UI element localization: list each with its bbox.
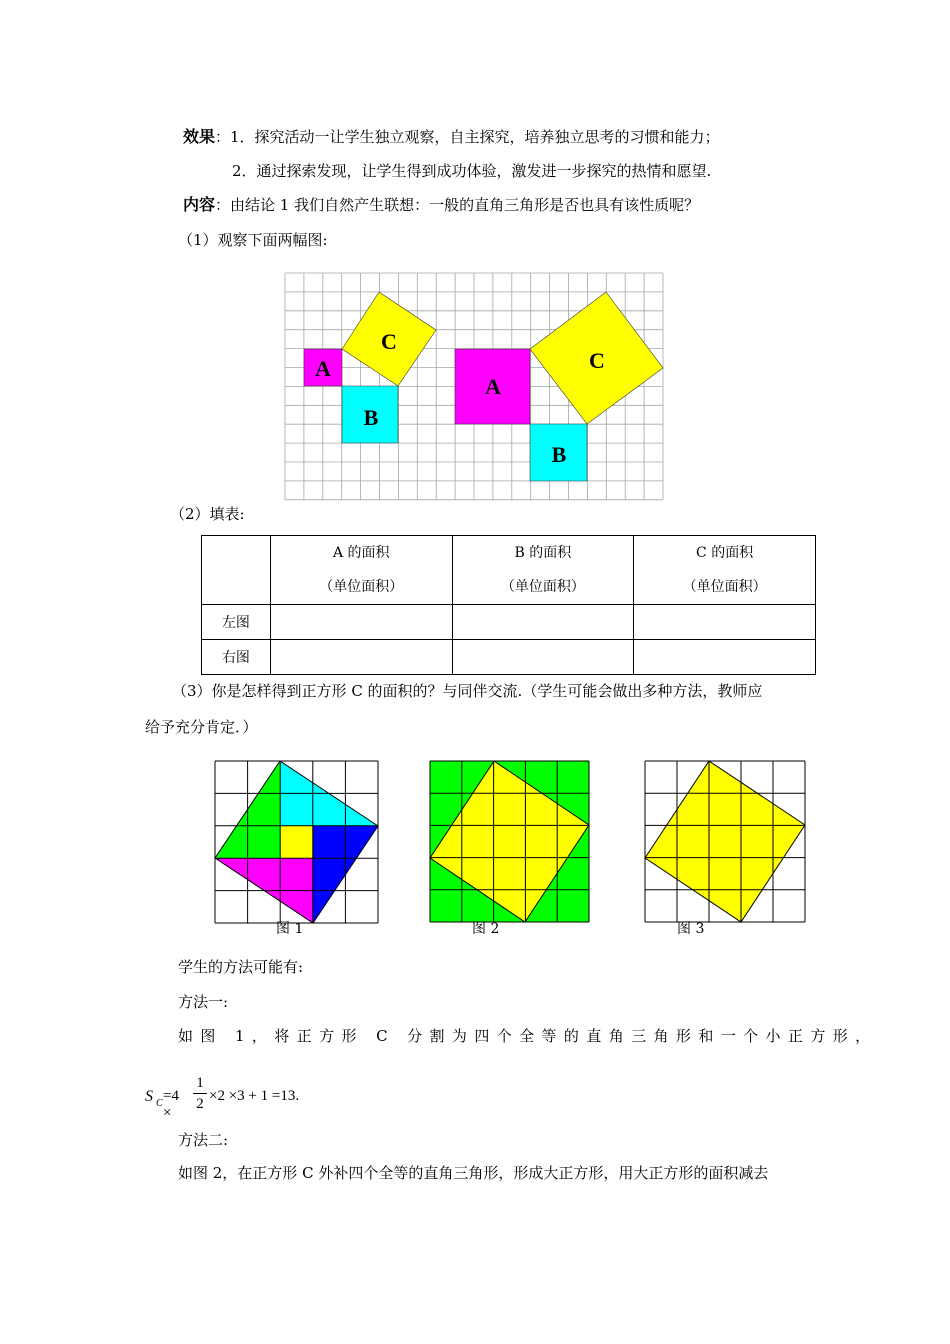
step3-line-1: （3）你是怎样得到正方形 C 的面积的？与同伴交流.（学生可能会做出多种方法，教师应 [172, 682, 763, 700]
method1-text: 如图 1，将正方形 C 分割为四个全等的直角三角形和一个小正方形， [178, 1027, 878, 1045]
right-label-c: C [589, 348, 605, 373]
step1-text: （1）观察下面两幅图: [178, 231, 328, 249]
methods-intro: 学生的方法可能有: [178, 958, 304, 976]
header-c-area: C 的面积 （单位面积） [634, 536, 816, 605]
left-label-c: C [381, 329, 397, 354]
figure-2-caption: 图 2 [472, 921, 500, 937]
fig3-square-c [645, 761, 805, 922]
right-label-a: A [485, 374, 501, 399]
grid-figure [285, 273, 663, 501]
figure-3-caption: 图 3 [677, 921, 705, 937]
input-cell-right-c[interactable] [634, 640, 816, 675]
effect-text-1: ：1．探究活动一让学生独立观察，自主探究，培养独立思考的习惯和能力； [215, 128, 720, 146]
input-cell-left-b[interactable] [452, 605, 634, 640]
input-cell-right-a[interactable] [270, 640, 452, 675]
figure-2 [430, 761, 590, 923]
figure-1 [215, 761, 379, 923]
input-cell-right-b[interactable] [452, 640, 634, 675]
content-line [183, 195, 699, 215]
table-header-row [202, 536, 816, 605]
formula-numerator: 1 [196, 1075, 204, 1091]
step2-text: （2）填表: [170, 505, 245, 523]
fig1-center-square [280, 826, 313, 858]
figure-1-caption: 图 1 [276, 921, 304, 937]
formula-fraction-bar [193, 1093, 207, 1094]
formula-denominator: 2 [196, 1096, 204, 1112]
table-corner-cell [202, 536, 271, 605]
formula-fraction [193, 1074, 207, 1113]
header-a-area: A 的面积 （单位面积） [270, 536, 452, 605]
content-label: 内容 [183, 195, 216, 214]
header-b-area: B 的面积 （单位面积） [452, 536, 634, 605]
effect-label: 效果 [183, 127, 216, 146]
input-cell-left-a[interactable] [270, 605, 452, 640]
formula-s: S [145, 1088, 153, 1105]
step3-line-2: 给予充分肯定．） [145, 718, 258, 736]
right-label-b: B [551, 442, 567, 467]
input-cell-left-c[interactable] [634, 605, 816, 640]
row-label-left: 左图 [202, 605, 271, 640]
left-label-b: B [363, 405, 379, 430]
left-label-a: A [315, 356, 331, 381]
effect-line-2: 2．通过探索发现，让学生得到成功体验，激发进一步探究的热情和愿望. [232, 162, 712, 180]
content-text: ：由结论 1 我们自然产生联想：一般的直角三角形是否也具有该性质呢？ [215, 196, 700, 214]
formula-suffix: ×2 ×3 + 1 =13. [209, 1088, 300, 1104]
method2-text: 如图 2，在正方形 C 外补四个全等的直角三角形，形成大正方形，用大正方形的面积减去 [178, 1164, 769, 1182]
table-row [202, 640, 816, 675]
effect-line-1 [183, 127, 720, 147]
row-label-right: 右图 [202, 640, 271, 675]
formula-subscript: C [156, 1098, 163, 1109]
method1-title: 方法一: [178, 993, 229, 1011]
fill-table [201, 535, 816, 675]
formula-prefix: =4 × [163, 1088, 179, 1121]
method2-title: 方法二: [178, 1131, 229, 1149]
table-row [202, 605, 816, 640]
figure-3 [645, 761, 806, 923]
